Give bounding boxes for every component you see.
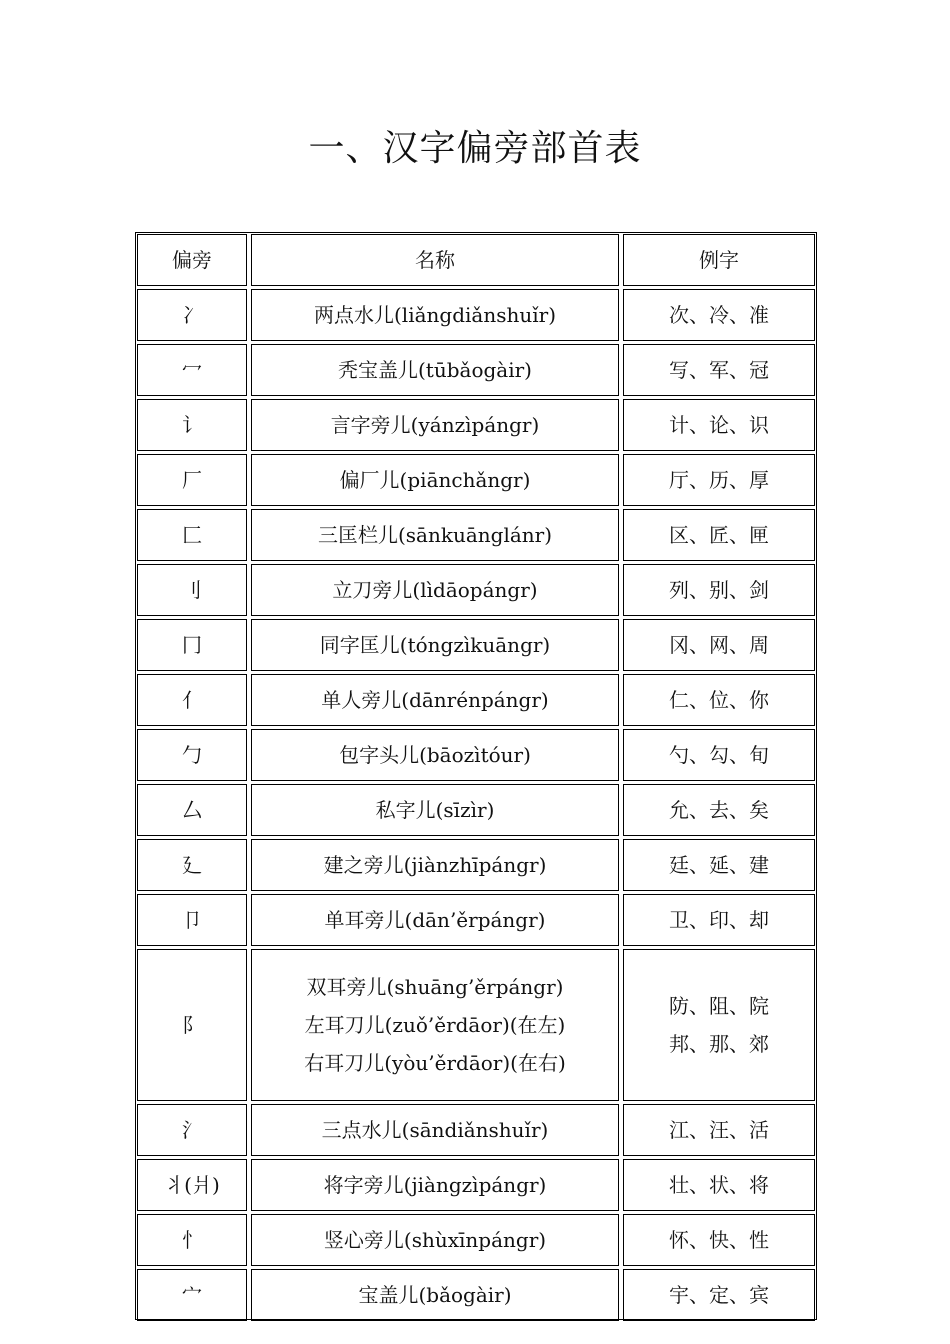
header-name: 名称	[251, 234, 619, 286]
name-line: 左耳刀儿(zuǒ’ěrdāor)(在左)	[304, 1013, 566, 1037]
header-examples: 例字	[623, 234, 815, 286]
radical-cell: 冂	[137, 619, 247, 671]
table-row	[137, 729, 815, 781]
name-cell: 竖心旁儿(shùxīnpángr)	[251, 1214, 619, 1266]
name-cell: 三匡栏儿(sānkuānglánr)	[251, 509, 619, 561]
examples-line: 防、阻、院	[669, 994, 769, 1018]
radical-cell: 廴	[137, 839, 247, 891]
examples-cell: 次、冷、准	[623, 289, 815, 341]
examples-cell: 冈、网、周	[623, 619, 815, 671]
table-row	[137, 399, 815, 451]
name-cell: 包字头儿(bāozìtóur)	[251, 729, 619, 781]
name-cell: 两点水儿(liǎngdiǎnshuǐr)	[251, 289, 619, 341]
name-cell: 私字儿(sīzìr)	[251, 784, 619, 836]
examples-cell: 江、汪、活	[623, 1104, 815, 1156]
table-row	[137, 1214, 815, 1266]
table-row	[137, 839, 815, 891]
examples-cell: 怀、快、性	[623, 1214, 815, 1266]
table-row	[137, 564, 815, 616]
table-row	[137, 894, 815, 946]
examples-cell-multiline	[623, 949, 815, 1101]
examples-cell: 列、别、剑	[623, 564, 815, 616]
name-cell: 同字匡儿(tóngzìkuāngr)	[251, 619, 619, 671]
examples-cell: 写、军、冠	[623, 344, 815, 396]
examples-cell: 廷、延、建	[623, 839, 815, 891]
table-header-row	[137, 234, 815, 286]
radical-table	[133, 231, 819, 1324]
radical-cell: 阝	[137, 949, 247, 1101]
radical-cell: 厶	[137, 784, 247, 836]
examples-cell: 计、论、识	[623, 399, 815, 451]
table-row-multiline	[137, 949, 815, 1101]
name-cell: 言字旁儿(yánzìpángr)	[251, 399, 619, 451]
page-title: 一、汉字偏旁部首表	[308, 128, 642, 169]
name-cell: 单耳旁儿(dān’ěrpángr)	[251, 894, 619, 946]
radical-cell: 刂	[137, 564, 247, 616]
examples-cell: 区、匠、匣	[623, 509, 815, 561]
examples-cell: 宇、定、宾	[623, 1269, 815, 1321]
radical-cell: 讠	[137, 399, 247, 451]
examples-cell: 勺、勾、旬	[623, 729, 815, 781]
name-cell: 建之旁儿(jiànzhīpángr)	[251, 839, 619, 891]
examples-cell: 壮、状、将	[623, 1159, 815, 1211]
table-row	[137, 674, 815, 726]
examples-cell: 厅、历、厚	[623, 454, 815, 506]
radical-cell: 亻	[137, 674, 247, 726]
radical-cell: 宀	[137, 1269, 247, 1321]
table-row	[137, 289, 815, 341]
examples-cell: 卫、印、却	[623, 894, 815, 946]
table-row	[137, 1104, 815, 1156]
table-row	[137, 1159, 815, 1211]
name-line: 双耳旁儿(shuāng’ěrpángr)	[306, 975, 564, 999]
radical-cell: 勹	[137, 729, 247, 781]
name-cell: 单人旁儿(dānrénpángr)	[251, 674, 619, 726]
radical-cell: 丬(爿)	[137, 1159, 247, 1211]
radical-cell: 厂	[137, 454, 247, 506]
table-row	[137, 509, 815, 561]
name-cell-multiline	[251, 949, 619, 1101]
radical-cell: 匚	[137, 509, 247, 561]
examples-cell: 允、去、矣	[623, 784, 815, 836]
name-cell: 偏厂儿(piānchǎngr)	[251, 454, 619, 506]
table-row	[137, 454, 815, 506]
name-cell: 立刀旁儿(lìdāopángr)	[251, 564, 619, 616]
radical-cell: 冫	[137, 289, 247, 341]
name-cell: 将字旁儿(jiàngzìpángr)	[251, 1159, 619, 1211]
name-cell: 宝盖儿(bǎogàir)	[251, 1269, 619, 1321]
name-cell: 秃宝盖儿(tūbǎogàir)	[251, 344, 619, 396]
table-row	[137, 784, 815, 836]
table-row	[137, 1269, 815, 1321]
name-line: 右耳刀儿(yòu’ěrdāor)(在右)	[304, 1051, 566, 1075]
examples-cell: 仁、位、你	[623, 674, 815, 726]
examples-line: 邦、那、郊	[669, 1032, 769, 1056]
header-radical: 偏旁	[137, 234, 247, 286]
table-row	[137, 344, 815, 396]
name-cell: 三点水儿(sāndiǎnshuǐr)	[251, 1104, 619, 1156]
radical-cell: 氵	[137, 1104, 247, 1156]
radical-cell: 冖	[137, 344, 247, 396]
radical-cell: 卩	[137, 894, 247, 946]
table-row	[137, 619, 815, 671]
radical-cell: 忄	[137, 1214, 247, 1266]
